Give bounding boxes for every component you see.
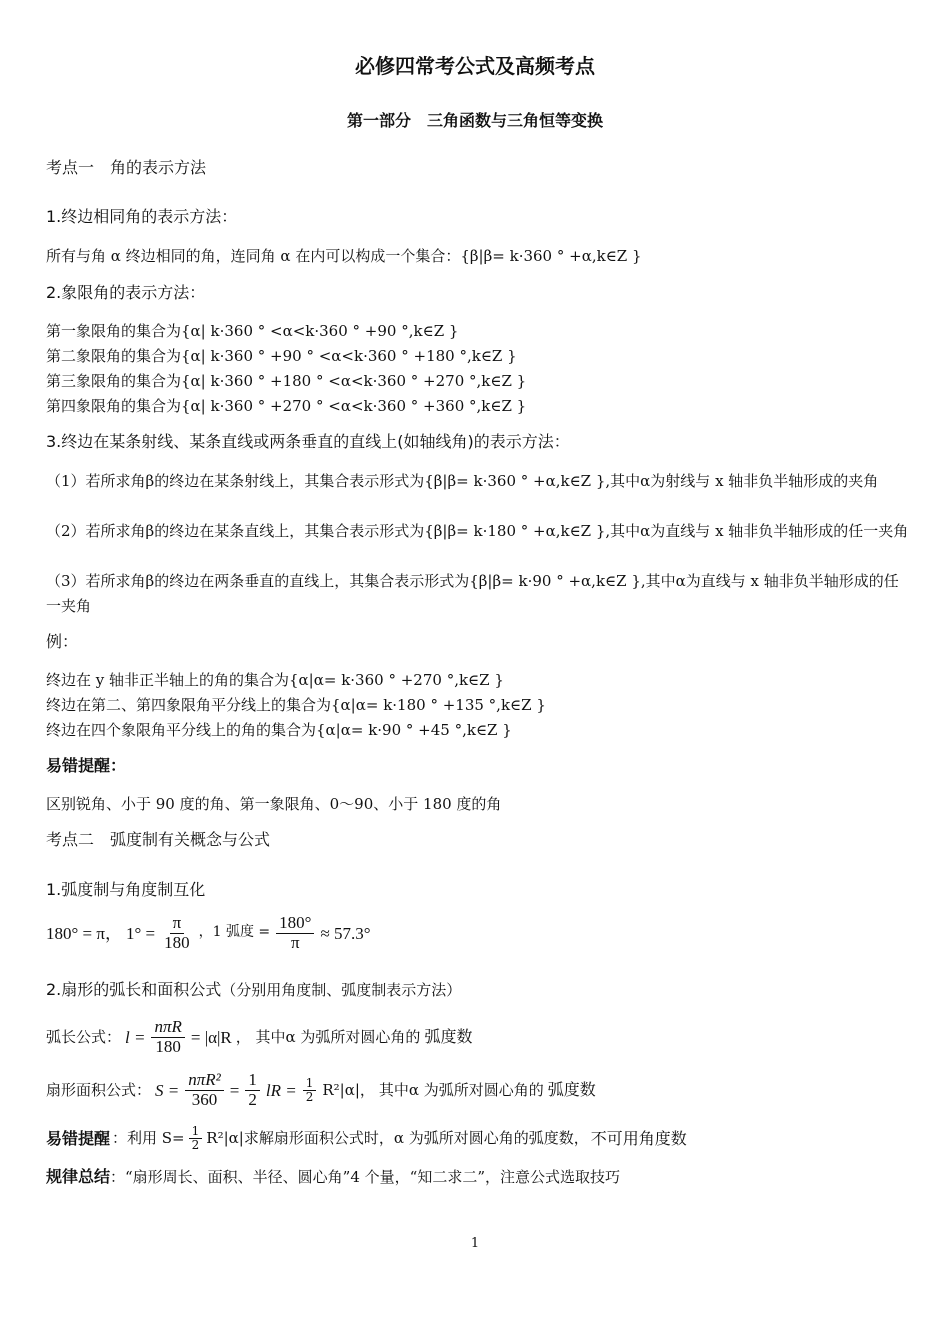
arc-rhs: = |α|R — [190, 1027, 232, 1047]
radian-fraction-num: 180° — [276, 914, 314, 934]
area-fraction-2-num: 1 — [245, 1071, 260, 1091]
area-mid: lR = — [265, 1080, 297, 1100]
degree-fraction-num: π — [170, 914, 185, 934]
area-fraction-2 — [245, 1071, 260, 1109]
area-fraction-1 — [185, 1071, 224, 1109]
kp1-s3-item-2: （2）若所求角β的终边在某条直线上，其集合表示形式为{β|β= k·180 ° +α,k∈Z },其中α为直线与 x 轴非负半轴形成的任一夹角 — [46, 522, 909, 540]
area-note: 其中α 为弧所对圆心角的 — [378, 1080, 544, 1099]
kp1-s2-heading: 2.象限角的表示方法： — [46, 283, 206, 302]
example-heading: 例： — [46, 632, 79, 651]
quadrant-3-set: 第三象限角的集合为{α| k·360 ° +180 ° <α<k·360 ° +270 °,k∈Z } — [46, 372, 527, 390]
quadrant-2-set: 第二象限角的集合为{α| k·360 ° +90 ° <α<k·360 ° +180 °,k∈Z } — [46, 347, 517, 365]
rule-summary-line — [46, 1167, 910, 1188]
arc-note-bold: 弧度数 — [424, 1027, 473, 1047]
radian-fraction — [276, 914, 314, 952]
arc-label: 弧长公式： — [46, 1027, 122, 1046]
kp1-s3-item-3: （3）若所求角β的终边在两条垂直的直线上，其集合表示形式为{β|β= k·90 ° +α,k∈Z },其中α为直线与 x 轴非负半轴形成的任一夹角 — [46, 572, 899, 615]
part-title: 第一部分 三角函数与三角恒等变换 — [346, 111, 603, 130]
kp2-mistake-fraction-den: 2 — [191, 1138, 200, 1153]
kp1-s3-heading: 3.终边在某条射线、某条直线或两条垂直的直线上(如轴线角)的表示方法： — [46, 432, 570, 451]
arc-fraction — [151, 1018, 184, 1056]
area-fraction-1-den: 360 — [191, 1089, 218, 1109]
kp2-s2-heading: 2.扇形的弧长和面积公式 — [46, 980, 222, 999]
example-3: 终边在四个象限角平分线上的角的集合为{α|α= k·90 ° +45 °,k∈Z } — [46, 721, 512, 739]
degree-fraction-den: 180 — [164, 932, 190, 952]
quadrant-1-set: 第一象限角的集合为{α| k·360 ° <α<k·360 ° +90 °,k∈Z } — [46, 322, 459, 340]
area-fraction-3-num: 1 — [303, 1077, 317, 1091]
sector-area-formula — [46, 1071, 910, 1109]
area-note-bold: 弧度数 — [547, 1080, 596, 1100]
kp2-mistake-fraction — [189, 1125, 203, 1152]
kp2-mistake-line — [46, 1125, 910, 1152]
kp1-s1-heading: 1.终边相同角的表示方法： — [46, 207, 238, 226]
page-number: 1 — [470, 1236, 480, 1251]
arc-fraction-num: nπR — [151, 1018, 184, 1038]
radian-fraction-den: π — [291, 932, 300, 952]
rule-label: 规律总结 — [46, 1167, 111, 1186]
area-fraction-3 — [303, 1077, 317, 1104]
arc-note: ， 其中α 为弧所对圆心角的 — [235, 1027, 421, 1046]
degree-fraction — [161, 914, 193, 952]
kp2-s2-heading-line — [46, 980, 910, 1001]
arc-fraction-den: 180 — [155, 1036, 181, 1056]
kp1-heading: 考点一 角的表示方法 — [46, 158, 207, 177]
area-lhs: S = — [155, 1080, 180, 1100]
kp2-mistake-text-2: R²|α|求解扇形面积公式时，α 为弧所对圆心角的弧度数， — [206, 1129, 589, 1148]
area-tail: R²|α|， — [322, 1080, 375, 1099]
kp1-mistake-text: 区别锐角、小于 90 度的角、第一象限角、0～90、小于 180 度的角 — [46, 795, 502, 813]
radian-result: ≈ 57.3° — [320, 923, 371, 943]
radian-label: ，1 弧度 = — [198, 924, 271, 941]
area-fraction-3-den: 2 — [305, 1089, 314, 1104]
kp2-s2-note: （分别用角度制、弧度制表示方法） — [221, 981, 462, 999]
kp2-mistake-label: 易错提醒 — [46, 1128, 111, 1148]
document-title: 必修四常考公式及高频考点 — [355, 54, 595, 78]
kp2-mistake-text-1: ：利用 S= — [112, 1129, 185, 1148]
area-fraction-2-den: 2 — [248, 1089, 257, 1109]
area-fraction-1-num: nπR² — [185, 1071, 224, 1091]
rule-text: ：“扇形周长、面积、半径、圆心角”4 个量，“知二求二”，注意公式选取技巧 — [110, 1168, 621, 1186]
kp2-s1-heading: 1.弧度制与角度制互化 — [46, 880, 206, 899]
conversion-pi: 180° = π， — [46, 923, 122, 943]
conversion-degree-label: 1° = — [125, 923, 156, 943]
kp1-mistake-heading: 易错提醒： — [46, 756, 127, 775]
arc-length-formula — [46, 1018, 910, 1056]
kp2-mistake-bold: 不可用角度数 — [590, 1128, 687, 1148]
example-1: 终边在 y 轴非正半轴上的角的集合为{α|α= k·360 ° +270 °,k∈Z } — [46, 671, 504, 689]
area-eq: = — [229, 1080, 240, 1100]
area-label: 扇形面积公式： — [46, 1080, 152, 1099]
quadrant-4-set: 第四象限角的集合为{α| k·360 ° +270 ° <α<k·360 ° +360 °,k∈Z } — [46, 397, 527, 415]
arc-lhs: l = — [125, 1027, 146, 1047]
kp1-s3-item-1: （1）若所求角β的终边在某条射线上，其集合表示形式为{β|β= k·360 ° +α,k∈Z },其中α为射线与 x 轴非负半轴形成的夹角 — [46, 472, 879, 490]
kp2-heading: 考点二 弧度制有关概念与公式 — [46, 830, 271, 849]
example-2: 终边在第二、第四象限角平分线上的集合为{α|α= k·180 ° +135 °,k∈Z } — [46, 696, 546, 714]
conversion-formula — [46, 914, 910, 952]
kp1-s1-text: 所有与角 α 终边相同的角，连同角 α 在内可以构成一个集合：{β|β= k·360 ° +α,k∈Z } — [46, 247, 642, 265]
kp2-mistake-fraction-num: 1 — [189, 1125, 203, 1139]
